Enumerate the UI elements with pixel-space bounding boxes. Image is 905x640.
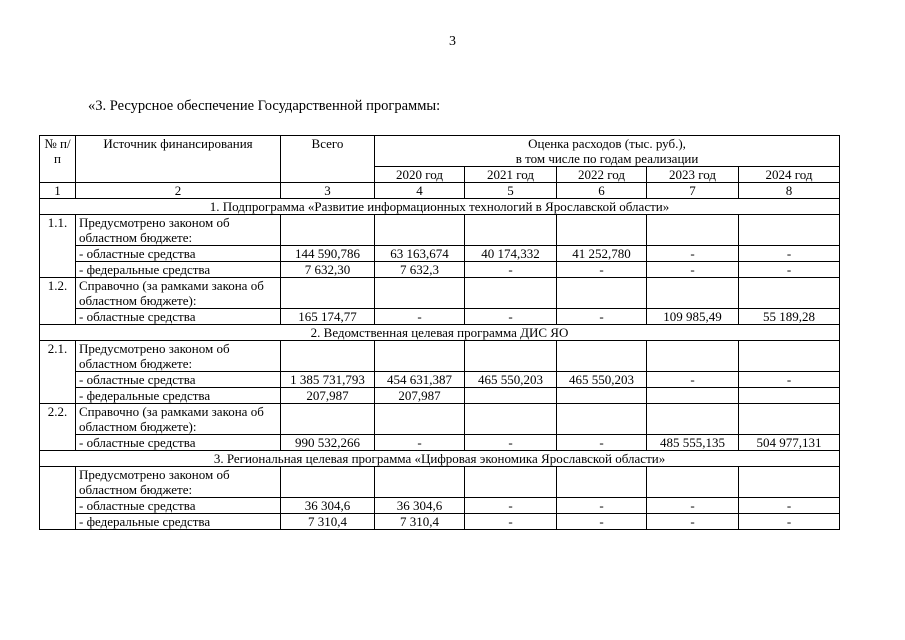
row-number: 2.1.: [40, 341, 76, 404]
header-estimate-line1: Оценка расходов (тыс. руб.),: [528, 136, 686, 151]
amount-cell: 207,987: [375, 388, 465, 404]
amount-cell: -: [647, 498, 739, 514]
header-source: Источник финансирования: [76, 136, 281, 183]
amount-cell: 109 985,49: [647, 309, 739, 325]
empty-cell: [647, 215, 739, 246]
header-year: 2020 год: [375, 167, 465, 183]
section-title: 1. Подпрограмма «Развитие информационных технологий в Ярославской области»: [40, 199, 840, 215]
table-row: [40, 467, 840, 498]
column-index-cell: 7: [647, 183, 739, 199]
amount-cell: -: [557, 262, 647, 278]
empty-cell: [557, 467, 647, 498]
empty-cell: [739, 278, 840, 309]
header-year: 2023 год: [647, 167, 739, 183]
empty-cell: [739, 404, 840, 435]
funding-source: - федеральные средства: [76, 262, 281, 278]
amount-cell: [739, 388, 840, 404]
amount-cell: -: [465, 498, 557, 514]
amount-cell: 990 532,266: [281, 435, 375, 451]
header-year: 2024 год: [739, 167, 840, 183]
amount-cell: -: [557, 498, 647, 514]
amount-cell: 55 189,28: [739, 309, 840, 325]
empty-cell: [375, 341, 465, 372]
section-title: 2. Ведомственная целевая программа ДИС ЯО: [40, 325, 840, 341]
amount-cell: -: [647, 262, 739, 278]
table-row: [40, 341, 840, 372]
empty-cell: [281, 341, 375, 372]
empty-cell: [375, 467, 465, 498]
amount-cell: 40 174,332: [465, 246, 557, 262]
section-heading: «3. Ресурсное обеспечение Государственной программы:: [88, 98, 441, 114]
amount-cell: -: [375, 435, 465, 451]
amount-cell: 36 304,6: [375, 498, 465, 514]
row-number: 2.2.: [40, 404, 76, 451]
table-row: [40, 388, 840, 404]
funding-source: - федеральные средства: [76, 388, 281, 404]
amount-cell: 1 385 731,793: [281, 372, 375, 388]
page-number: 3: [449, 34, 456, 49]
amount-cell: -: [739, 514, 840, 530]
row-number: [40, 467, 76, 530]
funding-source: - областные средства: [76, 435, 281, 451]
amount-cell: -: [557, 514, 647, 530]
table-row: [40, 498, 840, 514]
group-label: Предусмотрено законом об областном бюджете:: [76, 215, 281, 246]
amount-cell: 63 163,674: [375, 246, 465, 262]
header-year: 2021 год: [465, 167, 557, 183]
group-label: Предусмотрено законом об областном бюджете:: [76, 341, 281, 372]
section-row: [40, 325, 840, 341]
column-index-cell: 2: [76, 183, 281, 199]
column-index-cell: 6: [557, 183, 647, 199]
section-row: [40, 451, 840, 467]
empty-cell: [465, 215, 557, 246]
amount-cell: -: [647, 246, 739, 262]
column-index-cell: 3: [281, 183, 375, 199]
amount-cell: 465 550,203: [465, 372, 557, 388]
amount-cell: 7 310,4: [375, 514, 465, 530]
amount-cell: -: [647, 372, 739, 388]
group-label: Справочно (за рамками закона об областном бюджете):: [76, 404, 281, 435]
empty-cell: [281, 278, 375, 309]
group-label: Справочно (за рамками закона об областном бюджете):: [76, 278, 281, 309]
empty-cell: [557, 404, 647, 435]
amount-cell: 41 252,780: [557, 246, 647, 262]
empty-cell: [557, 215, 647, 246]
header-estimate: [375, 136, 840, 167]
amount-cell: -: [739, 262, 840, 278]
funding-source: - областные средства: [76, 498, 281, 514]
amount-cell: 165 174,77: [281, 309, 375, 325]
column-index-cell: 8: [739, 183, 840, 199]
group-label: Предусмотрено законом об областном бюджете:: [76, 467, 281, 498]
resource-table: [39, 135, 840, 530]
amount-cell: -: [739, 246, 840, 262]
amount-cell: -: [465, 262, 557, 278]
empty-cell: [557, 278, 647, 309]
header-estimate-line2: в том числе по годам реализации: [515, 151, 699, 166]
funding-source: - областные средства: [76, 246, 281, 262]
header-num: № п/п: [40, 136, 76, 183]
table-row: [40, 262, 840, 278]
empty-cell: [281, 404, 375, 435]
empty-cell: [647, 467, 739, 498]
empty-cell: [647, 341, 739, 372]
empty-cell: [375, 404, 465, 435]
amount-cell: -: [739, 372, 840, 388]
column-index-cell: 1: [40, 183, 76, 199]
amount-cell: -: [739, 498, 840, 514]
amount-cell: 7 310,4: [281, 514, 375, 530]
amount-cell: 485 555,135: [647, 435, 739, 451]
amount-cell: 454 631,387: [375, 372, 465, 388]
funding-source: - федеральные средства: [76, 514, 281, 530]
column-index-cell: 5: [465, 183, 557, 199]
empty-cell: [465, 341, 557, 372]
table-row: [40, 246, 840, 262]
funding-source: - областные средства: [76, 372, 281, 388]
empty-cell: [739, 341, 840, 372]
row-number: 1.1.: [40, 215, 76, 278]
column-index-cell: 4: [375, 183, 465, 199]
table-row: [40, 215, 840, 246]
row-number: 1.2.: [40, 278, 76, 325]
table-row: [40, 435, 840, 451]
amount-cell: 7 632,3: [375, 262, 465, 278]
empty-cell: [281, 215, 375, 246]
amount-cell: [465, 388, 557, 404]
header-total: Всего: [281, 136, 375, 183]
amount-cell: [557, 388, 647, 404]
empty-cell: [647, 404, 739, 435]
table-row: [40, 278, 840, 309]
amount-cell: 7 632,30: [281, 262, 375, 278]
empty-cell: [465, 404, 557, 435]
amount-cell: -: [465, 435, 557, 451]
empty-cell: [281, 467, 375, 498]
section-row: [40, 199, 840, 215]
amount-cell: -: [465, 309, 557, 325]
table-row: [40, 309, 840, 325]
empty-cell: [557, 341, 647, 372]
empty-cell: [375, 215, 465, 246]
amount-cell: -: [557, 309, 647, 325]
table-row: [40, 372, 840, 388]
amount-cell: 36 304,6: [281, 498, 375, 514]
amount-cell: -: [557, 435, 647, 451]
amount-cell: -: [375, 309, 465, 325]
empty-cell: [465, 278, 557, 309]
amount-cell: 144 590,786: [281, 246, 375, 262]
empty-cell: [465, 467, 557, 498]
amount-cell: 465 550,203: [557, 372, 647, 388]
amount-cell: -: [465, 514, 557, 530]
amount-cell: 504 977,131: [739, 435, 840, 451]
section-title: 3. Региональная целевая программа «Цифровая экономика Ярославской области»: [40, 451, 840, 467]
funding-source: - областные средства: [76, 309, 281, 325]
amount-cell: 207,987: [281, 388, 375, 404]
empty-cell: [739, 467, 840, 498]
table-row: [40, 404, 840, 435]
amount-cell: [647, 388, 739, 404]
amount-cell: -: [647, 514, 739, 530]
empty-cell: [647, 278, 739, 309]
empty-cell: [375, 278, 465, 309]
empty-cell: [739, 215, 840, 246]
table-row: [40, 514, 840, 530]
header-year: 2022 год: [557, 167, 647, 183]
